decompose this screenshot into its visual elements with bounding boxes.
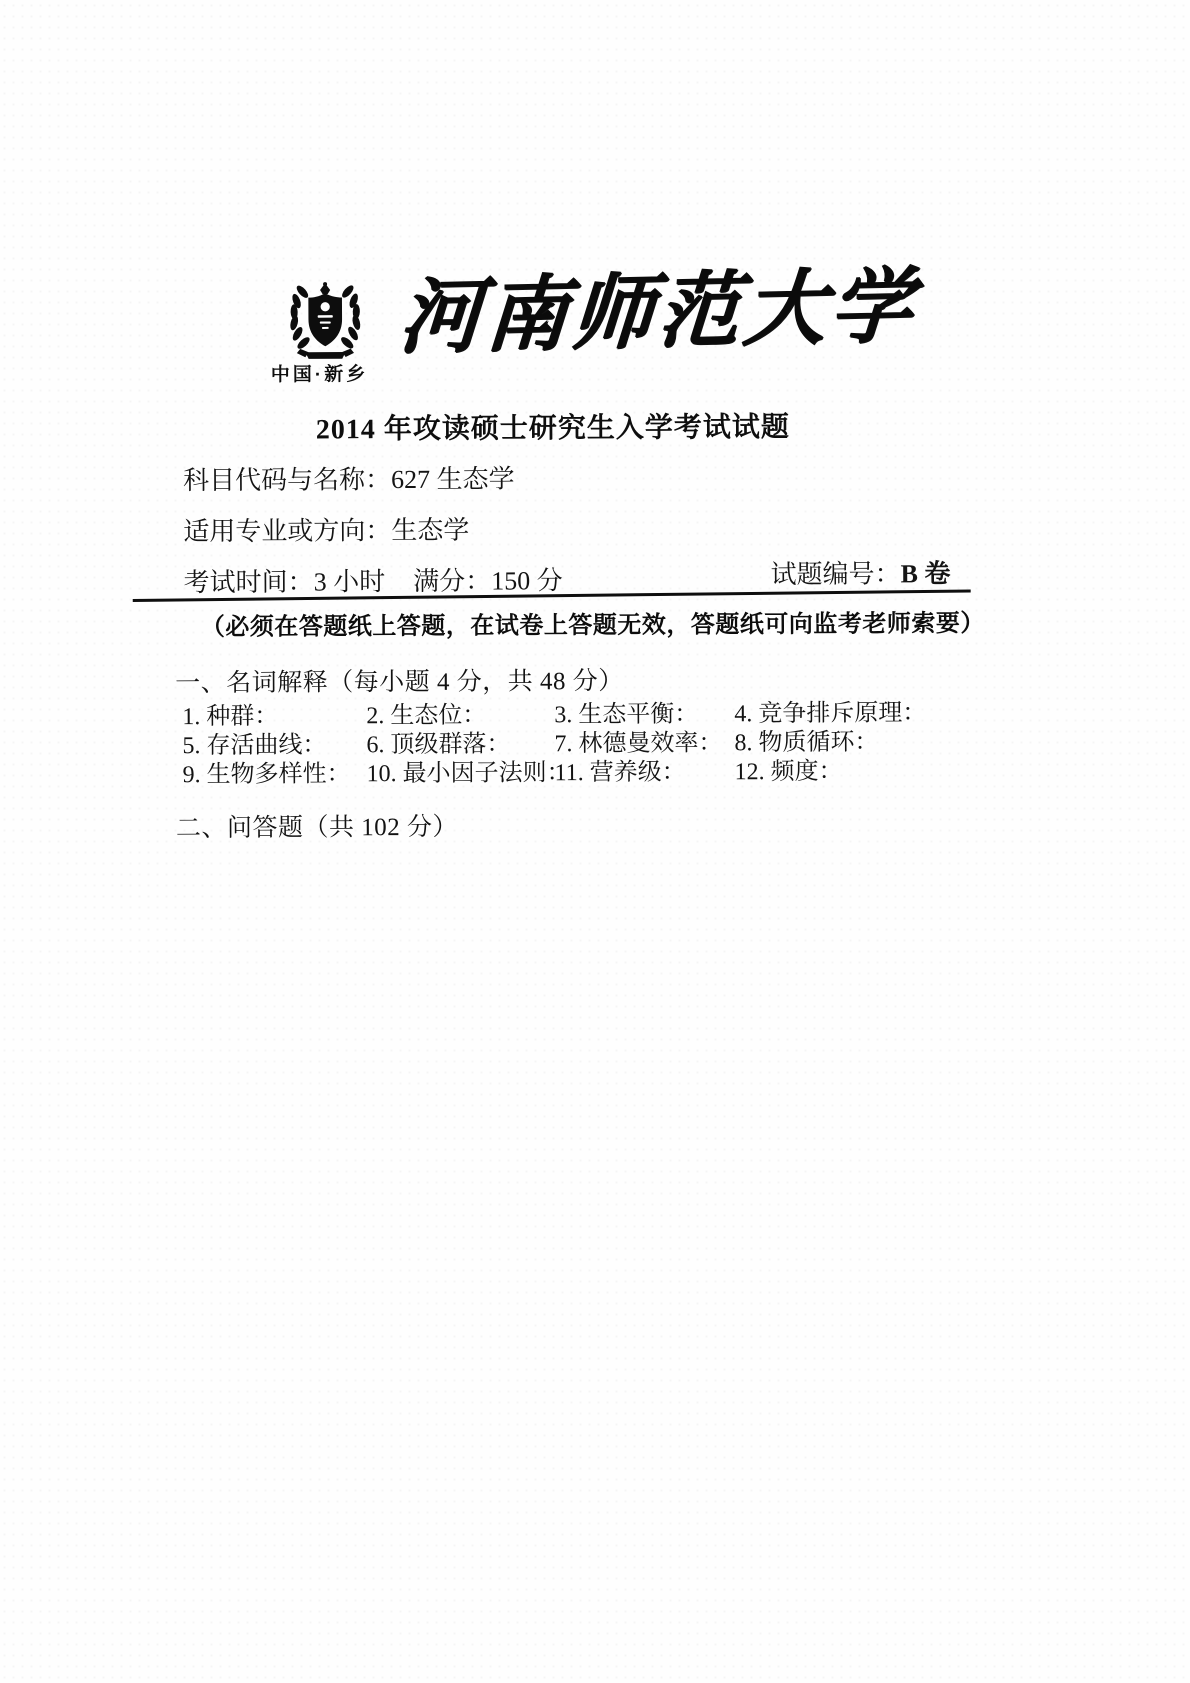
term-item-4: 4. 竞争排斥原理： [734, 700, 927, 728]
duration-label: 考试时间： [183, 567, 314, 598]
term-item-1: 1. 种群： [182, 703, 279, 731]
term-item-10: 10. 最小因子法则： [366, 760, 571, 788]
subject-line [183, 458, 515, 497]
emblem-location-caption: 中国·新乡 [270, 364, 369, 386]
score-value: 150 分 [491, 566, 563, 596]
term-item-3: 3. 生态平衡： [554, 701, 699, 729]
term-item-7: 7. 林德曼效率： [554, 730, 723, 758]
term-item-11: 11. 营养级： [554, 759, 686, 787]
major-line [183, 510, 469, 548]
university-emblem-icon [283, 280, 367, 368]
exam-title: 2014 年攻读硕士研究生入学考试试题 [315, 411, 790, 446]
university-name-calligraphy: 河南师范大学 [395, 260, 919, 364]
section-2-heading: 二、问答题（共 102 分） [175, 813, 459, 843]
terms-row-2 [182, 720, 1102, 760]
term-item-2: 2. 生态位： [366, 702, 487, 730]
term-item-8: 8. 物质循环： [734, 729, 879, 757]
term-item-12: 12. 频度： [734, 758, 843, 786]
score-label: 满分： [413, 566, 492, 596]
paper-number-value: B 卷 [900, 559, 951, 589]
terms-row-3 [182, 749, 1103, 789]
major-label: 适用专业或方向： [183, 516, 392, 547]
duration-score-line [184, 560, 563, 599]
paper-number-line [770, 553, 950, 591]
answer-sheet-notice: （必须在答题纸上答题，在试卷上答题无效，答题纸可向监考老师索要） [200, 610, 985, 642]
paper-number-label: 试题编号： [770, 559, 901, 590]
section-1-heading: 一、名词解释（每小题 4 分，共 48 分） [175, 667, 624, 698]
terms-row-1 [182, 691, 1102, 731]
major-value: 生态学 [391, 515, 470, 546]
subject-value: 627 生态学 [391, 464, 515, 495]
term-item-9: 9. 生物多样性： [182, 761, 351, 789]
term-item-5: 5. 存活曲线： [182, 732, 327, 760]
duration-value: 3 小时 [313, 567, 386, 597]
term-item-6: 6. 顶级群落： [366, 731, 511, 759]
subject-label: 科目代码与名称： [183, 465, 392, 496]
